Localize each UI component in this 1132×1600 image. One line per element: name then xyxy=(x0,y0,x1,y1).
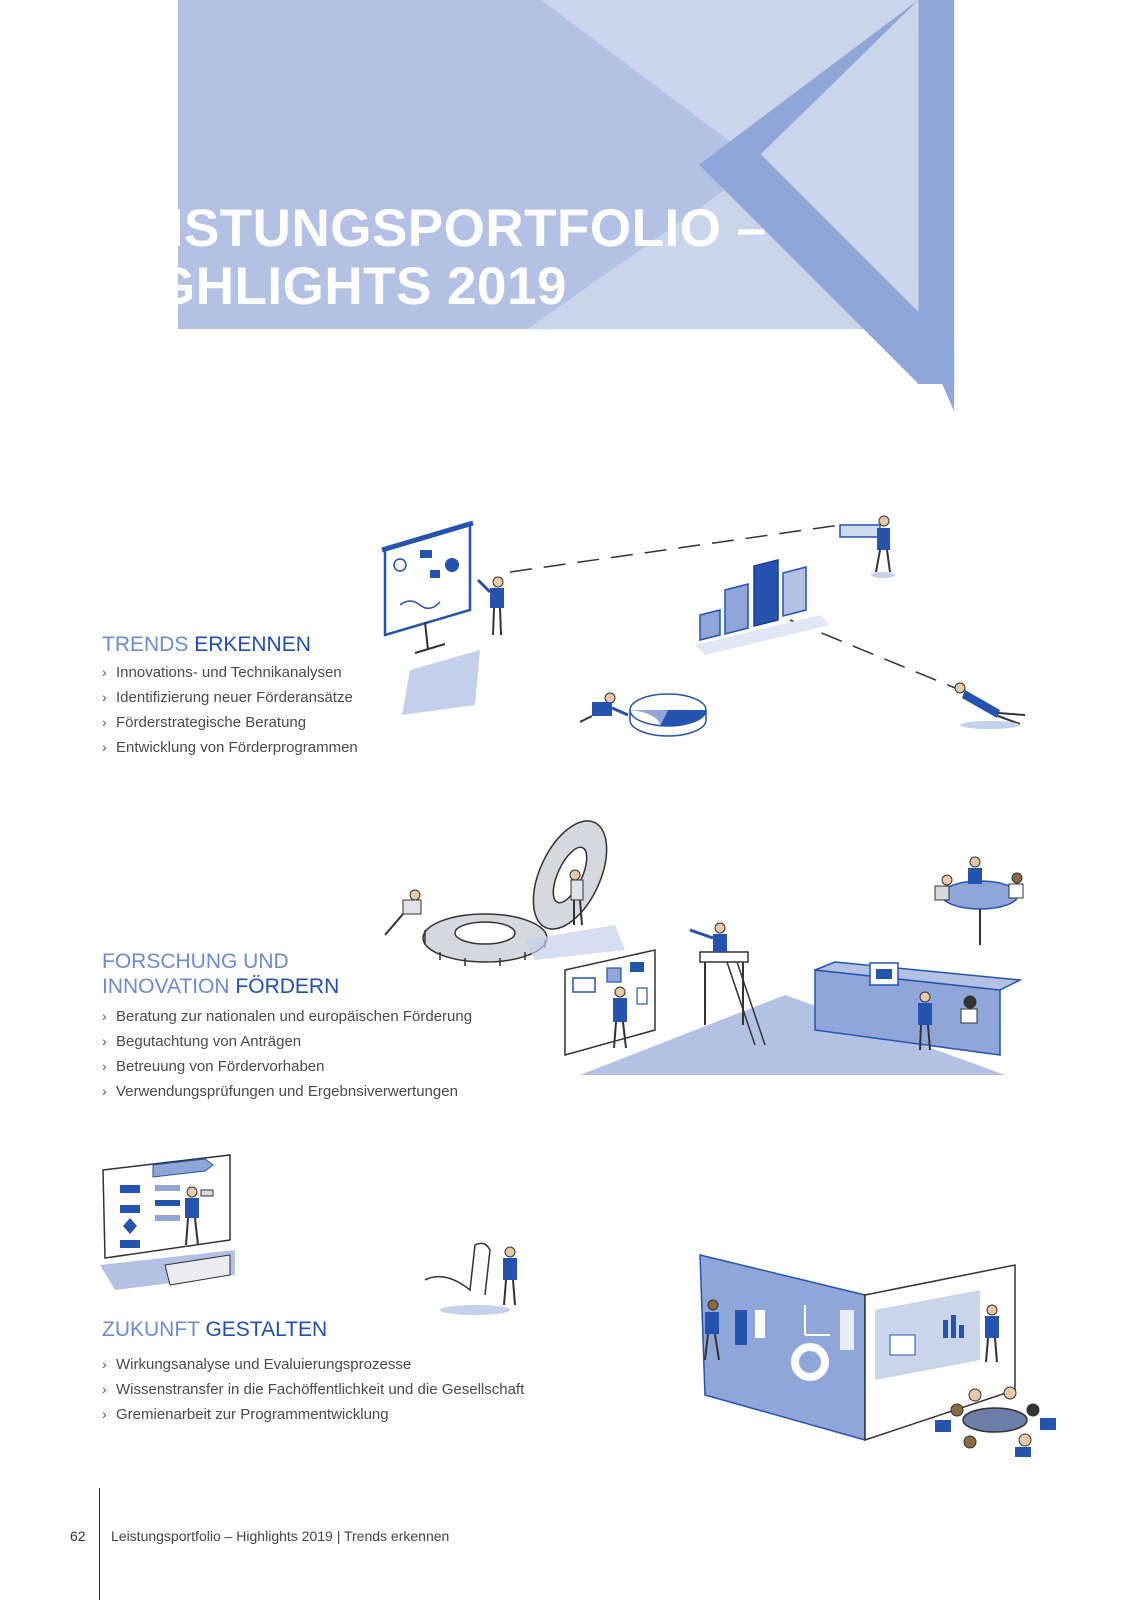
list-item: › Identifizierung neuer Förderansätze xyxy=(102,685,358,710)
chevron-right-icon: › xyxy=(102,1083,107,1099)
chevron-right-icon: › xyxy=(102,1033,107,1049)
zukunft-board-illustration xyxy=(95,1150,255,1295)
heading-light-part: ZUKUNFT xyxy=(102,1318,206,1341)
heading-light-line1: FORSCHUNG UND xyxy=(102,950,289,973)
footer-text: Leistungsportfolio – Highlights 2019 | Trends erkennen xyxy=(111,1528,450,1544)
list-item: › Förderstrategische Beratung xyxy=(102,710,358,735)
chevron-right-icon: › xyxy=(102,1008,107,1024)
section-trends-list xyxy=(102,660,358,760)
heading-dark-part: ERKENNEN xyxy=(194,633,311,656)
zukunft-dashboard-illustration xyxy=(695,1250,1080,1460)
chevron-right-icon: › xyxy=(102,739,107,755)
trends-illustration xyxy=(370,510,1060,770)
heading-light-part: TRENDS xyxy=(102,633,195,656)
list-item: › Wissenstransfer in die Fachöffentlichkeit und die Gesellschaft xyxy=(102,1377,524,1402)
heading-dark-part: GESTALTEN xyxy=(205,1318,328,1341)
chevron-right-icon: › xyxy=(102,1381,107,1397)
page-number: 62 xyxy=(70,1528,86,1544)
section-forschung-heading xyxy=(102,949,339,999)
footer-divider xyxy=(99,1488,100,1600)
list-item: › Wirkungsanalyse und Evaluierungsprozesse xyxy=(102,1352,524,1377)
chevron-right-icon: › xyxy=(102,1406,107,1422)
section-zukunft-list xyxy=(102,1352,524,1427)
page-title xyxy=(100,200,767,316)
chevron-right-icon: › xyxy=(102,664,107,680)
chevron-right-icon: › xyxy=(102,714,107,730)
page-title-line1: LEISTUNGSPORTFOLIO – xyxy=(100,199,767,258)
forschung-illustration xyxy=(375,820,1075,1100)
list-item: › Beratung zur nationalen und europäischen Förderung xyxy=(102,1004,472,1029)
list-item: › Innovations- und Technikanalysen xyxy=(102,660,358,685)
zukunft-paper-illustration xyxy=(420,1240,530,1320)
section-zukunft-heading xyxy=(102,1317,327,1342)
heading-light-line2: INNOVATION xyxy=(102,975,236,998)
list-item: › Begutachtung von Anträgen xyxy=(102,1029,472,1054)
chevron-right-icon: › xyxy=(102,1058,107,1074)
list-item: › Betreuung von Fördervorhaben xyxy=(102,1054,472,1079)
chevron-right-icon: › xyxy=(102,1356,107,1372)
list-item: › Gremienarbeit zur Programmentwicklung xyxy=(102,1402,524,1427)
page-title-line2: HIGHLIGHTS 2019 xyxy=(100,257,567,316)
heading-dark-part: FÖRDERN xyxy=(235,975,340,998)
list-item: › Entwicklung von Förderprogrammen xyxy=(102,735,358,760)
section-trends-heading xyxy=(102,632,311,657)
chevron-right-icon: › xyxy=(102,689,107,705)
list-item: › Verwendungsprüfungen und Ergebnsiverwertungen xyxy=(102,1079,472,1104)
